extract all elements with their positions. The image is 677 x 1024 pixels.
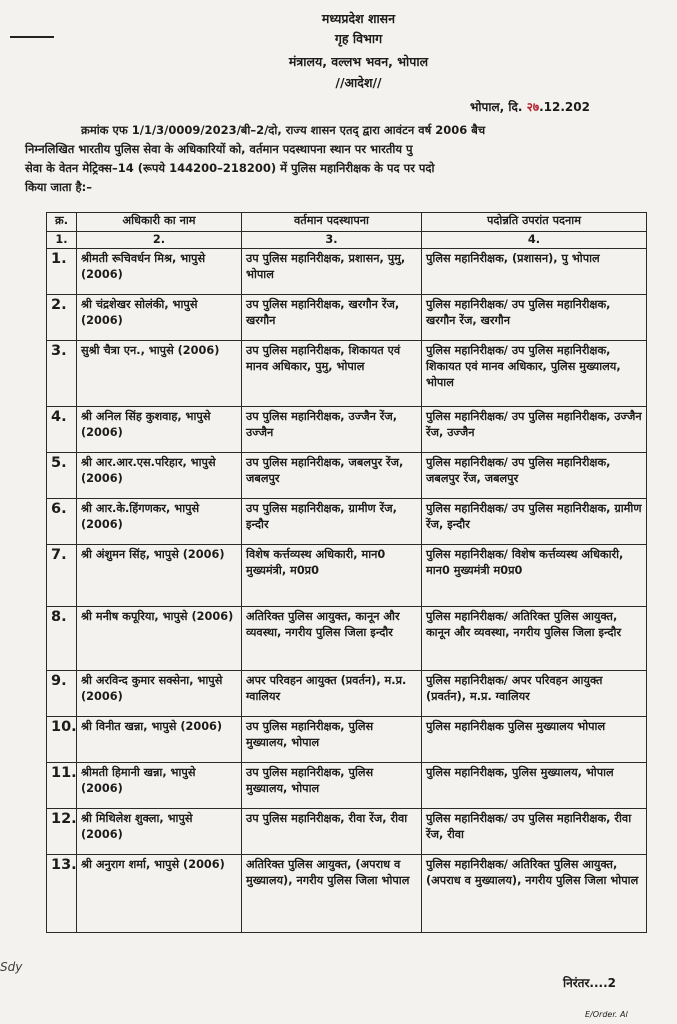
table-row bbox=[47, 407, 647, 453]
row-promoted-designation: पुलिस महानिरीक्षक/ अतिरिक्त पुलिस आयुक्त, (अपराध व मुख्यालय), नगरीय पुलिस जिला भोपाल bbox=[422, 855, 647, 933]
row-current-posting: अतिरिक्त पुलिस आयुक्त, (अपराध व मुख्यालय), नगरीय पुलिस जिला भोपाल bbox=[242, 855, 422, 933]
row-officer-name: श्री अरविन्द कुमार सक्सेना, भापुसे (2006) bbox=[77, 671, 242, 717]
row-promoted-designation: पुलिस महानिरीक्षक/ उप पुलिस महानिरीक्षक, खरगौन रेंज, खरगौन bbox=[422, 295, 647, 341]
row-sn: 1. bbox=[47, 249, 77, 295]
table-numbering-row bbox=[47, 232, 647, 249]
row-sn: 12. bbox=[47, 809, 77, 855]
row-current-posting: उप पुलिस महानिरीक्षक, जबलपुर रेंज, जबलपुर bbox=[242, 453, 422, 499]
table-row bbox=[47, 499, 647, 545]
row-officer-name: श्री मनीष कपूरिया, भापुसे (2006) bbox=[77, 607, 242, 671]
table-row bbox=[47, 295, 647, 341]
row-current-posting: उप पुलिस महानिरीक्षक, प्रशासन, पुमु, भोपाल bbox=[242, 249, 422, 295]
row-sn: 9. bbox=[47, 671, 77, 717]
table-row bbox=[47, 763, 647, 809]
row-officer-name: सुश्री चैत्रा एन., भापुसे (2006) bbox=[77, 341, 242, 407]
table-header-row bbox=[47, 213, 647, 232]
row-promoted-designation: पुलिस महानिरीक्षक, (प्रशासन), पु भोपाल bbox=[422, 249, 647, 295]
row-officer-name: श्री विनीत खन्ना, भापुसे (2006) bbox=[77, 717, 242, 763]
col-number: 1. bbox=[47, 232, 77, 249]
row-current-posting: उप पुलिस महानिरीक्षक, उज्जैन रेंज, उज्जैन bbox=[242, 407, 422, 453]
table-row bbox=[47, 607, 647, 671]
row-promoted-designation: पुलिस महानिरीक्षक/ विशेष कर्त्तव्यस्थ अधिकारी, मान0 मुख्यमंत्री म0प्र0 bbox=[422, 545, 647, 607]
row-officer-name: श्री आर.आर.एस.परिहार, भापुसे (2006) bbox=[77, 453, 242, 499]
row-sn: 2. bbox=[47, 295, 77, 341]
row-sn: 10. bbox=[47, 717, 77, 763]
header-address: मंत्रालय, वल्लभ भवन, भोपाल bbox=[288, 54, 429, 69]
row-current-posting: अपर परिवहन आयुक्त (प्रवर्तन), म.प्र. ग्वालियर bbox=[242, 671, 422, 717]
row-promoted-designation: पुलिस महानिरीक्षक/ उप पुलिस महानिरीक्षक, उज्जैन रेंज, उज्जैन bbox=[422, 407, 647, 453]
col-header-name: अधिकारी का नाम bbox=[77, 213, 242, 232]
body-line-1: क्रमांक एफ 1/1/3/0009/2023/बी–2/दो, राज्य शासन एतद् द्वारा आवंटन वर्ष 2006 बैच bbox=[81, 123, 486, 137]
table-row bbox=[47, 717, 647, 763]
row-officer-name: श्री मिथिलेश शुक्ला, भापुसे (2006) bbox=[77, 809, 242, 855]
row-sn: 6. bbox=[47, 499, 77, 545]
body-line-3: सेवा के वेतन मेट्रिक्स–14 (रूपये 144200–218200) में पुलिस महानिरीक्षक के पद पर पदो bbox=[25, 161, 435, 175]
row-sn: 4. bbox=[47, 407, 77, 453]
row-officer-name: श्री अनिल सिंह कुशवाह, भापुसे (2006) bbox=[77, 407, 242, 453]
table-row bbox=[47, 545, 647, 607]
continued-note: निरंतर....2 bbox=[563, 976, 617, 990]
row-current-posting: विशेष कर्त्तव्यस्थ अधिकारी, मान0 मुख्यमंत्री, म0प्र0 bbox=[242, 545, 422, 607]
col-header-current: वर्तमान पदस्थापना bbox=[242, 213, 422, 232]
col-number: 2. bbox=[77, 232, 242, 249]
table-row bbox=[47, 809, 647, 855]
header-order-title: //आदेश// bbox=[335, 75, 382, 90]
date-rest: .12.202 bbox=[539, 100, 590, 114]
col-header-sn: क्र. bbox=[47, 213, 77, 232]
date-day: २७ bbox=[526, 100, 540, 114]
table-row bbox=[47, 855, 647, 933]
row-officer-name: श्रीमती रूचिवर्धन मिश्र, भापुसे (2006) bbox=[77, 249, 242, 295]
row-current-posting: उप पुलिस महानिरीक्षक, ग्रामीण रेंज, इन्दौर bbox=[242, 499, 422, 545]
row-sn: 3. bbox=[47, 341, 77, 407]
row-sn: 7. bbox=[47, 545, 77, 607]
row-sn: 5. bbox=[47, 453, 77, 499]
row-promoted-designation: पुलिस महानिरीक्षक पुलिस मुख्यालय भोपाल bbox=[422, 717, 647, 763]
header-department: गृह विभाग bbox=[334, 31, 383, 46]
row-sn: 13. bbox=[47, 855, 77, 933]
header-state: मध्यप्रदेश शासन bbox=[321, 11, 396, 26]
row-officer-name: श्री चंद्रशेखर सोलंकी, भापुसे (2006) bbox=[77, 295, 242, 341]
row-promoted-designation: पुलिस महानिरीक्षक/ अतिरिक्त पुलिस आयुक्त, कानून और व्यवस्था, नगरीय पुलिस जिला इन्दौर bbox=[422, 607, 647, 671]
row-promoted-designation: पुलिस महानिरीक्षक/ अपर परिवहन आयुक्त (प्रवर्तन), म.प्र. ग्वालियर bbox=[422, 671, 647, 717]
row-sn: 11. bbox=[47, 763, 77, 809]
row-promoted-designation: पुलिस महानिरीक्षक/ उप पुलिस महानिरीक्षक, रीवा रेंज, रीवा bbox=[422, 809, 647, 855]
table-row bbox=[47, 671, 647, 717]
table-row bbox=[47, 249, 647, 295]
body-line-2: निम्नलिखित भारतीय पुलिस सेवा के अधिकारियों को, वर्तमान पदस्थापना स्थान पर भारतीय पु bbox=[25, 142, 413, 156]
row-promoted-designation: पुलिस महानिरीक्षक/ उप पुलिस महानिरीक्षक, जबलपुर रेंज, जबलपुर bbox=[422, 453, 647, 499]
order-date bbox=[470, 98, 590, 115]
row-current-posting: उप पुलिस महानिरीक्षक, पुलिस मुख्यालय, भोपाल bbox=[242, 717, 422, 763]
row-current-posting: अतिरिक्त पुलिस आयुक्त, कानून और व्यवस्था, नगरीय पुलिस जिला इन्दौर bbox=[242, 607, 422, 671]
date-prefix: भोपाल, दि. bbox=[470, 100, 523, 114]
promotion-table bbox=[46, 212, 647, 933]
row-current-posting: उप पुलिस महानिरीक्षक, रीवा रेंज, रीवा bbox=[242, 809, 422, 855]
row-promoted-designation: पुलिस महानिरीक्षक/ उप पुलिस महानिरीक्षक, शिकायत एवं मानव अधिकार, पुलिस मुख्यालय, भोपाल bbox=[422, 341, 647, 407]
order-body bbox=[25, 121, 637, 197]
file-reference-stamp: E/Order. Al bbox=[585, 1010, 628, 1019]
body-line-4: किया जाता है:– bbox=[25, 180, 92, 194]
row-promoted-designation: पुलिस महानिरीक्षक, पुलिस मुख्यालय, भोपाल bbox=[422, 763, 647, 809]
row-officer-name: श्री अनुराग शर्मा, भापुसे (2006) bbox=[77, 855, 242, 933]
row-current-posting: उप पुलिस महानिरीक्षक, पुलिस मुख्यालय, भोपाल bbox=[242, 763, 422, 809]
col-header-promoted: पदोन्नति उपरांत पदनाम bbox=[422, 213, 647, 232]
row-sn: 8. bbox=[47, 607, 77, 671]
row-officer-name: श्री अंशुमन सिंह, भापुसे (2006) bbox=[77, 545, 242, 607]
row-current-posting: उप पुलिस महानिरीक्षक, खरगौन रेंज, खरगौन bbox=[242, 295, 422, 341]
handwritten-initials: Sdy bbox=[0, 960, 23, 974]
col-number: 3. bbox=[242, 232, 422, 249]
row-current-posting: उप पुलिस महानिरीक्षक, शिकायत एवं मानव अधिकार, पुमु, भोपाल bbox=[242, 341, 422, 407]
col-number: 4. bbox=[422, 232, 647, 249]
row-officer-name: श्रीमती हिमानी खन्ना, भापुसे (2006) bbox=[77, 763, 242, 809]
row-promoted-designation: पुलिस महानिरीक्षक/ उप पुलिस महानिरीक्षक, ग्रामीण रेंज, इन्दौर bbox=[422, 499, 647, 545]
table-row bbox=[47, 341, 647, 407]
row-officer-name: श्री आर.के.हिंगणकर, भापुसे (2006) bbox=[77, 499, 242, 545]
table-row bbox=[47, 453, 647, 499]
